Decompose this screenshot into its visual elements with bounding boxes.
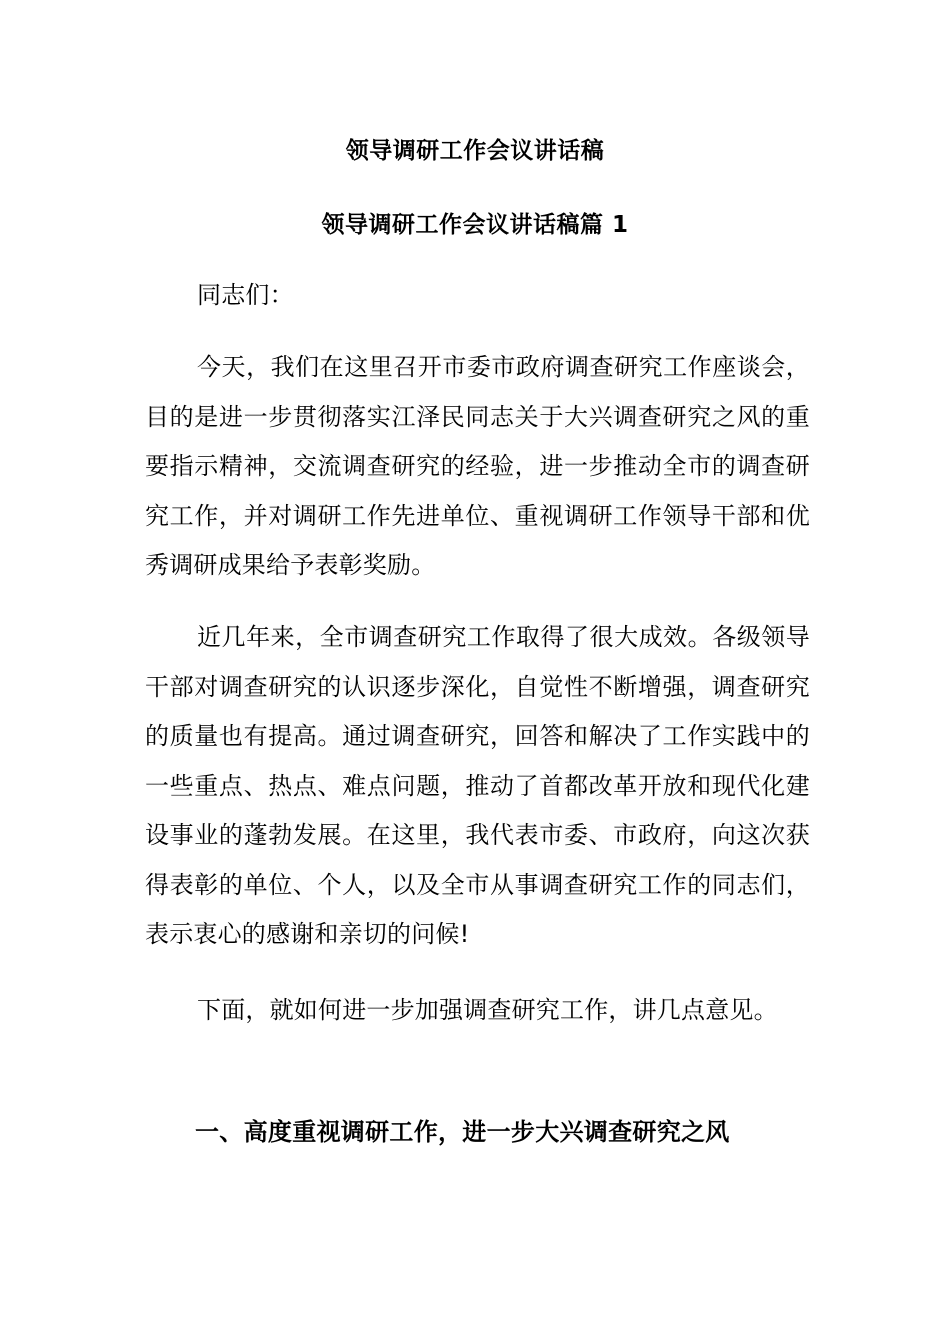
paragraph-transition: 下面，就如何进一步加强调查研究工作，讲几点意见。	[197, 996, 778, 1024]
paragraph-achievements: 近几年来，全市调查研究工作取得了很大成效。各级领导干部对调查研究的认识逐步深化，自觉性不断增强，调查研究的质量也有提高。通过调查研究，回答和解决了工作实践中的一些重点、热点、难点问题，推动了首都改革开放和现代化建设事业的蓬勃发展。在这里，我代表市委、市政府，向这次获得表彰的单位、个人，以及全市从事调查研究工作的同志们，表示衷心的感谢和亲切的问候!	[145, 623, 810, 948]
paragraph-opening: 今天，我们在这里召开市委市政府调查研究工作座谈会，目的是进一步贯彻落实江泽民同志关于大兴调查研究之风的重要指示精神，交流调查研究的经验，进一步推动全市的调查研究工作，并对调研工作先进单位、重视调研工作领导干部和优秀调研成果给予表彰奖励。	[145, 353, 810, 579]
document-subtitle: 领导调研工作会议讲话稿篇 1	[321, 212, 629, 238]
document-title: 领导调研工作会议讲话稿	[345, 138, 605, 164]
section-heading-1: 一、高度重视调研工作，进一步大兴调查研究之风	[195, 1118, 730, 1146]
salutation: 同志们：	[197, 281, 294, 309]
